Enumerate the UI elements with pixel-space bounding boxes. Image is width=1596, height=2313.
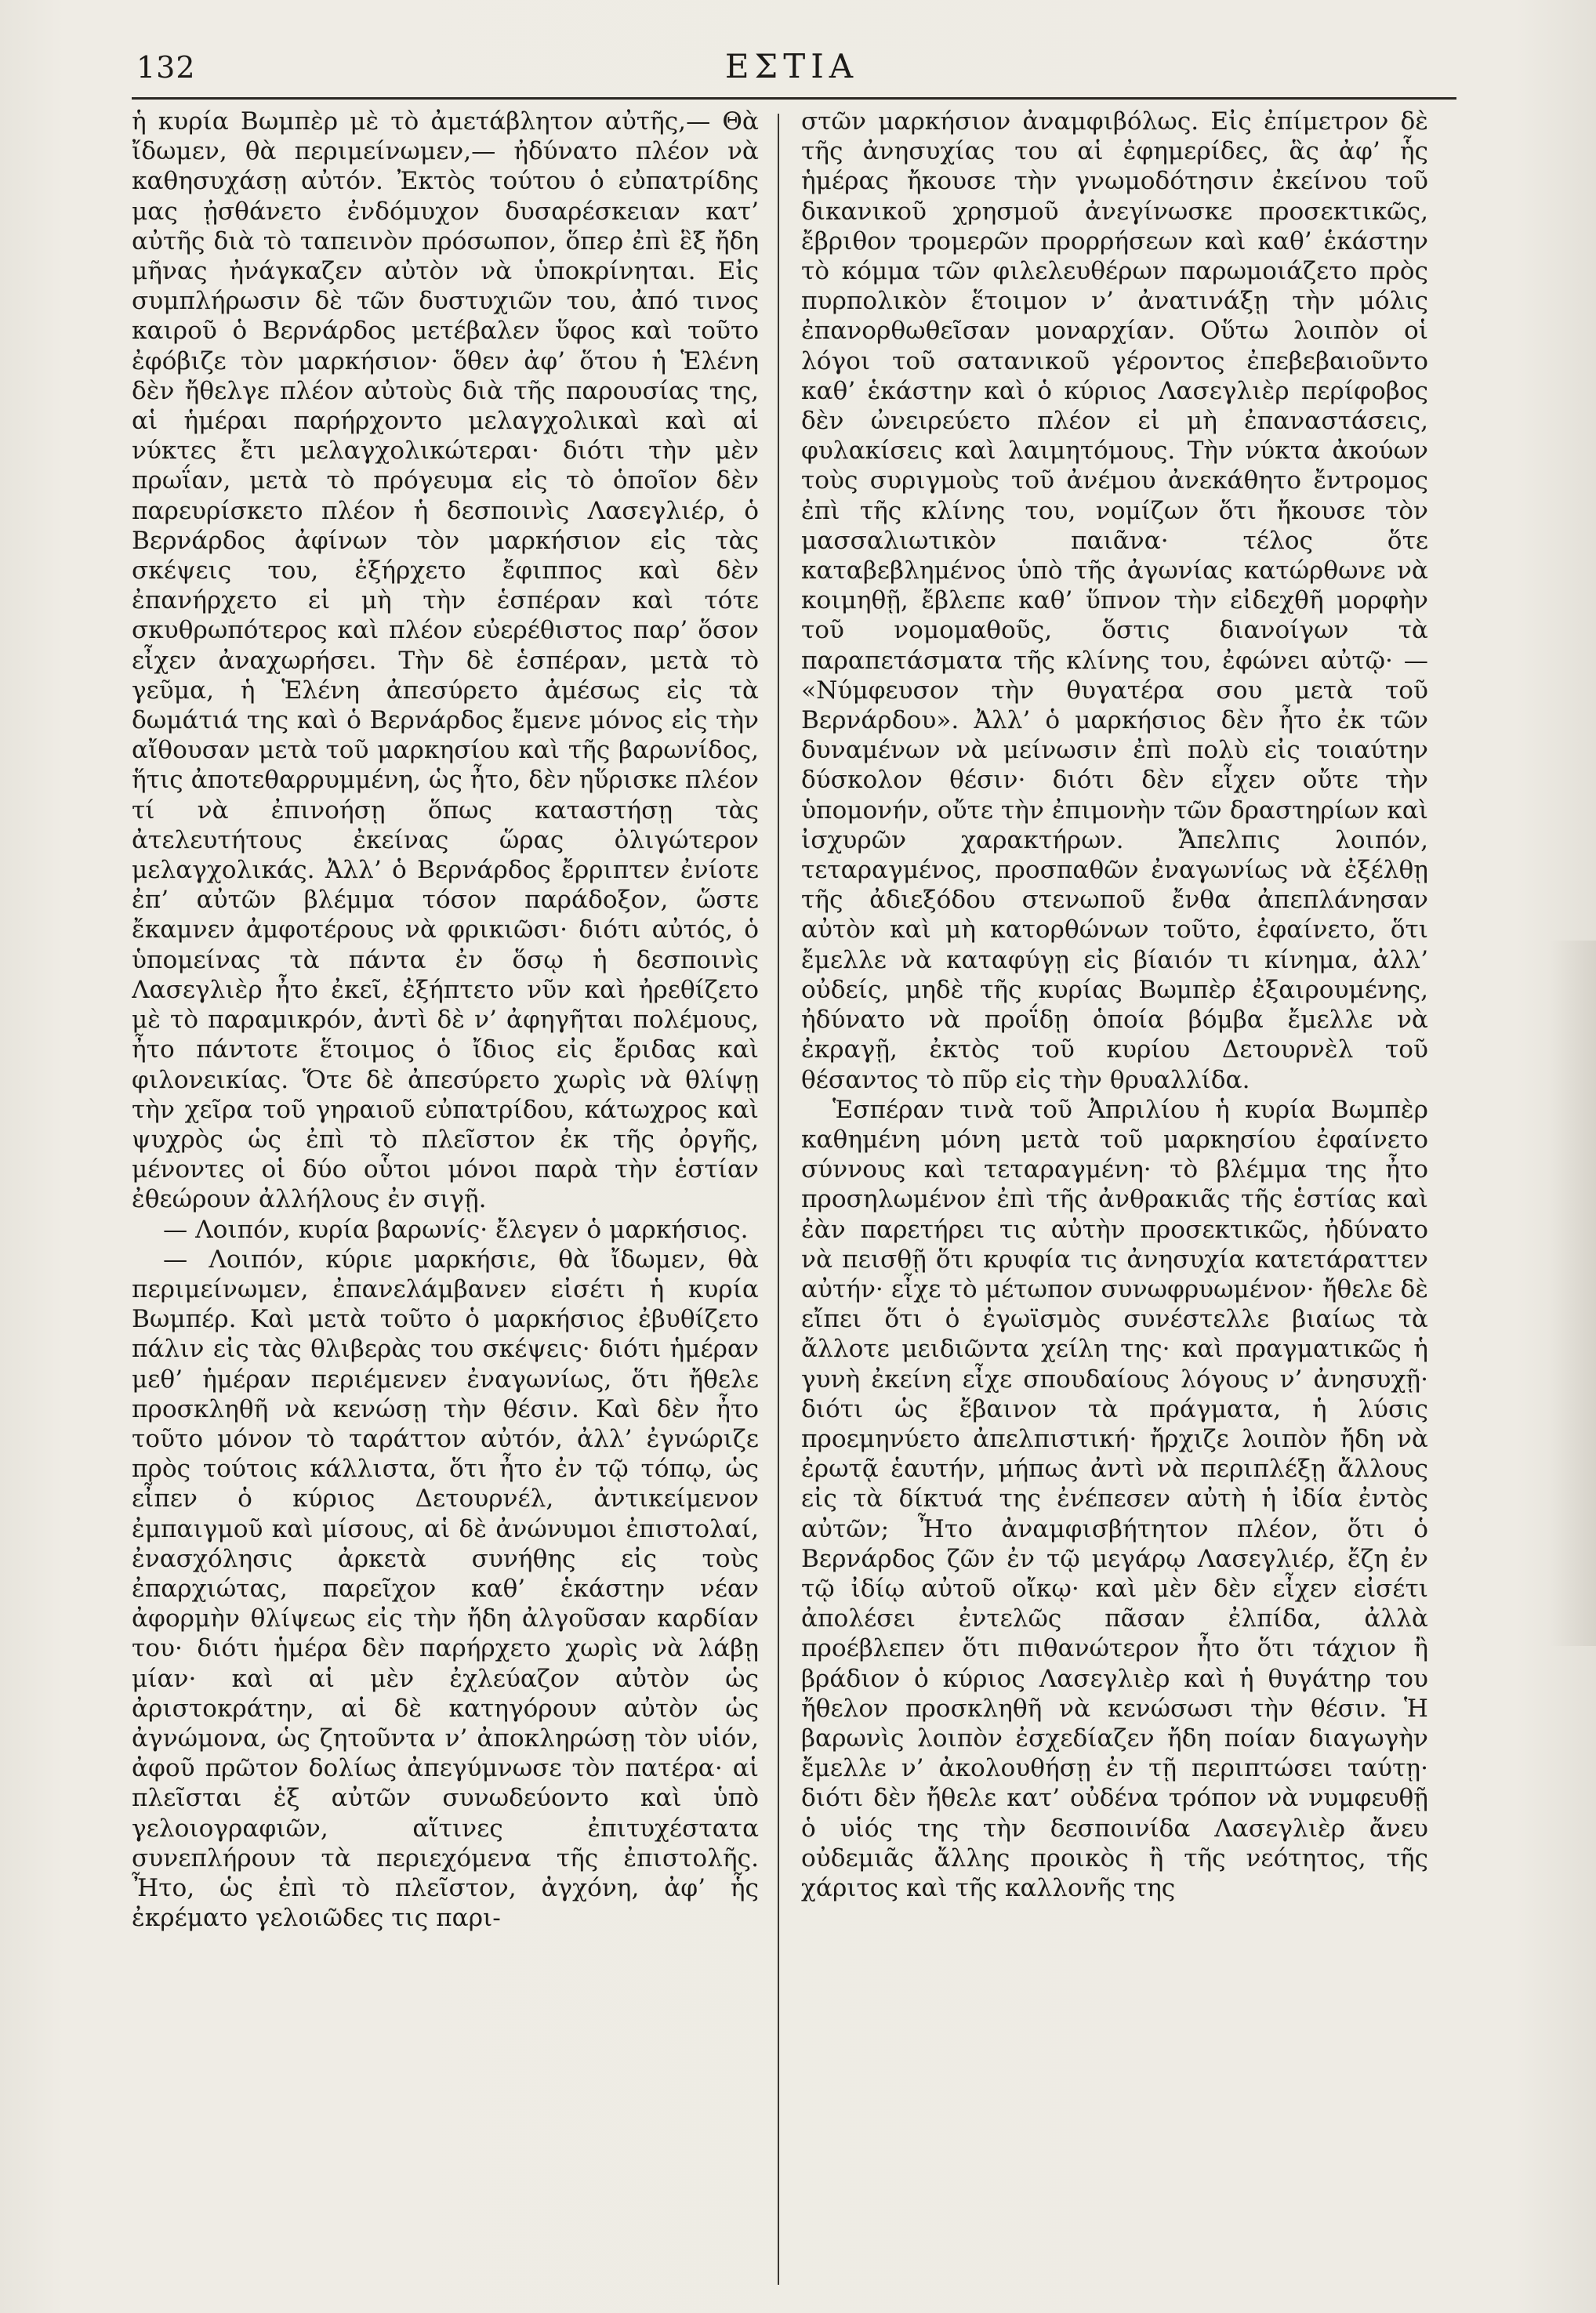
running-title: ΕΣΤΙΑ	[724, 47, 859, 85]
left-column	[132, 107, 759, 2286]
paragraph: στῶν μαρκήσιον ἀναμφιβόλως. Εἰς ἐπίμετρον δὲ τῆς ἀνησυχίας του αἱ ἐφημερίδες, ἃς ἀφ’ ἧς ἡμέρας ἤκουσε τὴν γνωμοδότησιν ἐκείνου τοῦ δικανικοῦ χρησμοῦ ἀνεγίνωσκε προσεκτικῶς, ἔβριθον τρομερῶν προρρήσεων καὶ καθ’ ἑκάστην τὸ κόμμα τῶν φιλελευθέρων παρωμοιάζετο πρὸς πυρπολικὸν ἕτοιμον ν’ ἀνατινάξῃ τὴν μόλις ἐπανορθωθεῖσαν μοναρχίαν. Οὕτω λοιπὸν οἱ λόγοι τοῦ σατανικοῦ γέροντος ἐπεβεβαιοῦντο καθ’ ἑκάστην καὶ ὁ κύριος Λασεγλιὲρ περίφοβος δὲν ὠνειρεύετο πλέον εἰ μὴ ἐπαναστάσεις, φυλακίσεις καὶ λαιμητόμους. Τὴν νύκτα ἀκούων τοὺς συριγμοὺς τοῦ ἀνέμου ἀνεκάθητο ἔντρομος ἐπὶ τῆς κλίνης του, νομίζων ὅτι ἤκουσε τὸν μασσαλιωτικὸν παιᾶνα· τέλος ὅτε καταβεβλημένος ὑπὸ τῆς ἀγωνίας κατώρθωνε νὰ κοιμηθῇ, ἔβλεπε καθ’ ὕπνον τὴν εἰδεχθῆ μορφὴν τοῦ νομομαθοῦς, ὅστις διανοίγων τὰ παραπετάσματα τῆς κλίνης του, ἐφώνει αὐτῷ· — «Νύμφευσον τὴν θυγατέρα σου μετὰ τοῦ Βερνάρδου». Ἀλλ’ ὁ μαρκήσιος δὲν ἦτο ἐκ τῶν δυναμένων νὰ μείνωσιν ἐπὶ πολὺ εἰς τοιαύτην δύσκολον θέσιν· διότι δὲν εἶχεν οὔτε τὴν ὑπομονήν, οὔτε τὴν ἐπιμονὴν τῶν δραστηρίων καὶ ἰσχυρῶν χαρακτήρων. Ἄπελπις λοιπόν, τεταραγμένος, προσπαθῶν ἐναγωνίως νὰ ἐξέλθῃ τῆς ἀδιεξόδου στενωποῦ ἔνθα ἀπεπλάνησαν αὐτὸν καὶ μὴ κατορθώνων τοῦτο, ἐφαίνετο, ὅτι ἔμελλε νὰ καταφύγῃ εἰς βίαιόν τι κίνημα, ἀλλ’ οὐδείς, μηδὲ τῆς κυρίας Βωμπὲρ ἐξαιρουμένης, ἠδύνατο νὰ προΐδῃ ὁποία βόμβα ἔμελλε νὰ ἐκραγῇ, ἐκτὸς τοῦ κυρίου Δετουρνὲλ τοῦ θέσαντος τὸ πῦρ εἰς τὴν θρυαλλίδα.	[801, 107, 1428, 1094]
right-column	[801, 107, 1428, 2286]
dialogue-line: — Λοιπόν, κύριε μαρκήσιε, θὰ ἴδωμεν, θὰ περιμείνωμεν, ἐπανελάμβανεν εἰσέτι ἡ κυρία Βωμπέρ. Καὶ μετὰ τοῦτο ὁ μαρκήσιος ἐβυθίζετο πάλιν εἰς τὰς θλιβερὰς του σκέψεις· διότι ἡμέραν μεθ’ ἡμέραν περιέμενεν ἐναγωνίως, ὅτι ἤθελε προσκληθῆ νὰ κενώσῃ τὴν θέσιν. Καὶ δὲν ἦτο τοῦτο μόνον τὸ ταράττον αὐτόν, ἀλλ’ ἐγνώριζε πρὸς τούτοις κάλλιστα, ὅτι ἦτο ἐν τῷ τόπῳ, ὡς εἶπεν ὁ κύριος Δετουρνέλ, ἀντικείμενον ἐμπαιγμοῦ καὶ μίσους, αἱ δὲ ἀνώνυμοι ἐπιστολαί, ἐνασχόλησις ἀρκετὰ συνήθης εἰς τοὺς ἐπαρχιώτας, παρεῖχον καθ’ ἑκάστην νέαν ἀφορμὴν θλίψεως εἰς τὴν ἤδη ἀλγοῦσαν καρδίαν του· διότι ἡμέρα δὲν παρήρχετο χωρὶς νὰ λάβῃ μίαν· καὶ αἱ μὲν ἐχλεύαζον αὐτὸν ὡς ἀριστοκράτην, αἱ δὲ κατηγόρουν αὐτὸν ὡς ἀγνώμονα, ὡς ζητοῦντα ν’ ἀποκληρώσῃ τὸν υἱόν, ἀφοῦ πρῶτον δολίως ἀπεγύμνωσε τὸν πατέρα· αἱ πλεῖσται ἐξ αὐτῶν συνωδεύοντο καὶ ὑπὸ γελοιογραφιῶν, αἵτινες ἐπιτυχέστατα συνεπλήρουν τὰ περιεχόμενα τῆς ἐπιστολῆς. Ἦτο, ὡς ἐπὶ τὸ πλεῖστον, ἀγχόνη, ἀφ’ ἧς ἐκρέματο γελοιῶδες τις παρι-	[132, 1245, 759, 1933]
paragraph: ἡ κυρία Βωμπὲρ μὲ τὸ ἀμετάβλητον αὐτῆς,— Θὰ ἴδωμεν, θὰ περιμείνωμεν,— ἠδύνατο πλέον νὰ καθησυχάσῃ αὐτόν. Ἐκτὸς τούτου ὁ εὐπατρίδης μας ᾐσθάνετο ἐνδόμυχον δυσαρέσκειαν κατ’ αὐτῆς διὰ τὸ ταπεινὸν πρόσωπον, ὅπερ ἐπὶ ἓξ ἤδη μῆνας ἠνάγκαζεν αὐτὸν νὰ ὑποκρίνηται. Εἰς συμπλήρωσιν δὲ τῶν δυστυχιῶν του, ἀπό τινος καιροῦ ὁ Βερνάρδος μετέβαλεν ὕφος καὶ τοῦτο ἐφόβιζε τὸν μαρκήσιον· ὅθεν ἀφ’ ὅτου ἡ Ἑλένη δὲν ἤθελγε πλέον αὐτοὺς διὰ τῆς παρουσίας της, αἱ ἡμέραι παρήρχοντο μελαγχολικαὶ καὶ αἱ νύκτες ἔτι μελαγχολικώτεραι· διότι τὴν μὲν πρωΐαν, μετὰ τὸ πρόγευμα εἰς τὸ ὁποῖον δὲν παρευρίσκετο πλέον ἡ δεσποινὶς Λασεγλιέρ, ὁ Βερνάρδος ἀφίνων τὸν μαρκήσιον εἰς τὰς σκέψεις του, ἐξήρχετο ἔφιππος καὶ δὲν ἐπανήρχετο εἰ μὴ τὴν ἑσπέραν καὶ τότε σκυθρωπότερος καὶ πλέον εὐερέθιστος παρ’ ὅσον εἶχεν ἀναχωρήσει. Τὴν δὲ ἑσπέραν, μετὰ τὸ γεῦμα, ἡ Ἑλένη ἀπεσύρετο ἀμέσως εἰς τὰ δωμάτιά της καὶ ὁ Βερνάρδος ἔμενε μόνος εἰς τὴν αἴθουσαν μετὰ τοῦ μαρκησίου καὶ τῆς βαρωνίδος, ἥτις ἀποτεθαρρυμμένη, ὡς ἦτο, δὲν ηὕρισκε πλέον τί νὰ ἐπινοήσῃ ὅπως καταστήσῃ τὰς ἀτελευτήτους ἐκείνας ὥρας ὀλιγώτερον μελαγχολικάς. Ἀλλ’ ὁ Βερνάρδος ἔρριπτεν ἐνίοτε ἐπ’ αὐτῶν βλέμμα τόσον παράδοξον, ὥστε ἔκαμνεν ἀμφοτέρους νὰ φρικιῶσι· διότι αὐτός, ὁ ὑπομείνας τὰ πάντα ἐν ὅσῳ ἡ δεσποινὶς Λασεγλιὲρ ἦτο ἐκεῖ, ἐξήπτετο νῦν καὶ ἠρεθίζετο μὲ τὸ παραμικρόν, ἀντὶ δὲ ν’ ἀφηγῆται πολέμους, ἦτο πάντοτε ἕτοιμος ὁ ἴδιος εἰς ἔριδας καὶ φιλονεικίας. Ὅτε δὲ ἀπεσύρετο χωρὶς νὰ θλίψῃ τὴν χεῖρα τοῦ γηραιοῦ εὐπατρίδου, κάτωχρος καὶ ψυχρὸς ὡς ἐπὶ τὸ πλεῖστον ἐκ τῆς ὀργῆς, μένοντες οἱ δύο οὗτοι μόνοι παρὰ τὴν ἑστίαν ἐθεώρουν ἀλλήλους ἐν σιγῇ.	[132, 107, 759, 1214]
header-rule	[132, 97, 1456, 100]
page-edge-shadow	[1549, 941, 1596, 1646]
paragraph: Ἑσπέραν τινὰ τοῦ Ἀπριλίου ἡ κυρία Βωμπὲρ καθημένη μόνη μετὰ τοῦ μαρκησίου ἐφαίνετο σύννους καὶ τεταραγμένη· τὸ βλέμμα της ἦτο προσηλωμένον ἐπὶ τῆς ἀνθρακιᾶς τῆς ἑστίας καὶ ἐὰν παρετήρει τις αὐτὴν προσεκτικῶς, ἠδύνατο νὰ πεισθῇ ὅτι κρυφία τις ἀνησυχία κατετάραττεν αὐτήν· εἶχε τὸ μέτωπον συνωφρυωμένον· ἤθελε δὲ εἴπει ὅτι ὁ ἐγωϊσμὸς συνέστελλε βιαίως τὰ ἄλλοτε μειδιῶντα χείλη της· καὶ πραγματικῶς ἡ γυνὴ ἐκείνη εἶχε σπουδαίους λόγους ν’ ἀνησυχῇ· διότι ὡς ἔβαινον τὰ πράγματα, ἡ λύσις προεμηνύετο ἀπελπιστική· ἤρχιζε λοιπὸν ἤδη νὰ ἐρωτᾷ ἑαυτήν, μήπως ἀντὶ νὰ περιπλέξῃ ἄλλους εἰς τὰ δίκτυά της ἐνέπεσεν αὐτὴ ἡ ἰδία ἐντὸς αὐτῶν; Ἦτο ἀναμφισβήτητον πλέον, ὅτι ὁ Βερνάρδος ζῶν ἐν τῷ μεγάρῳ Λασεγλιέρ, ἔζη ἐν τῷ ἰδίῳ αὐτοῦ οἴκῳ· καὶ μὲν δὲν εἶχεν εἰσέτι ἀπολέσει ἐντελῶς πᾶσαν ἐλπίδα, ἀλλὰ προέβλεπεν ὅτι πιθανώτερον ἦτο ὅτι τάχιον ἢ βράδιον ὁ κύριος Λασεγλιὲρ καὶ ἡ θυγάτηρ του ἤθελον προσκληθῆ νὰ κενώσωσι τὴν θέσιν. Ἡ βαρωνὶς λοιπὸν ἐσχεδίαζεν ἤδη ποίαν διαγωγὴν ἔμελλε ν’ ἀκολουθήσῃ ἐν τῇ περιπτώσει ταύτῃ· διότι δὲν ἤθελε κατ’ οὐδένα τρόπον νὰ νυμφευθῇ ὁ υἱός της τὴν δεσποινίδα Λασεγλιὲρ ἄνευ οὐδεμιᾶς ἄλλης προικὸς ἢ τῆς νεότητος, τῆς χάριτος καὶ τῆς καλλονῆς της	[801, 1095, 1428, 1902]
dialogue-line: — Λοιπόν, κυρία βαρωνίς· ἔλεγεν ὁ μαρκήσιος.	[163, 1215, 749, 1244]
column-divider	[778, 114, 779, 2285]
page-header	[125, 47, 1458, 94]
page-number: 132	[136, 50, 196, 85]
